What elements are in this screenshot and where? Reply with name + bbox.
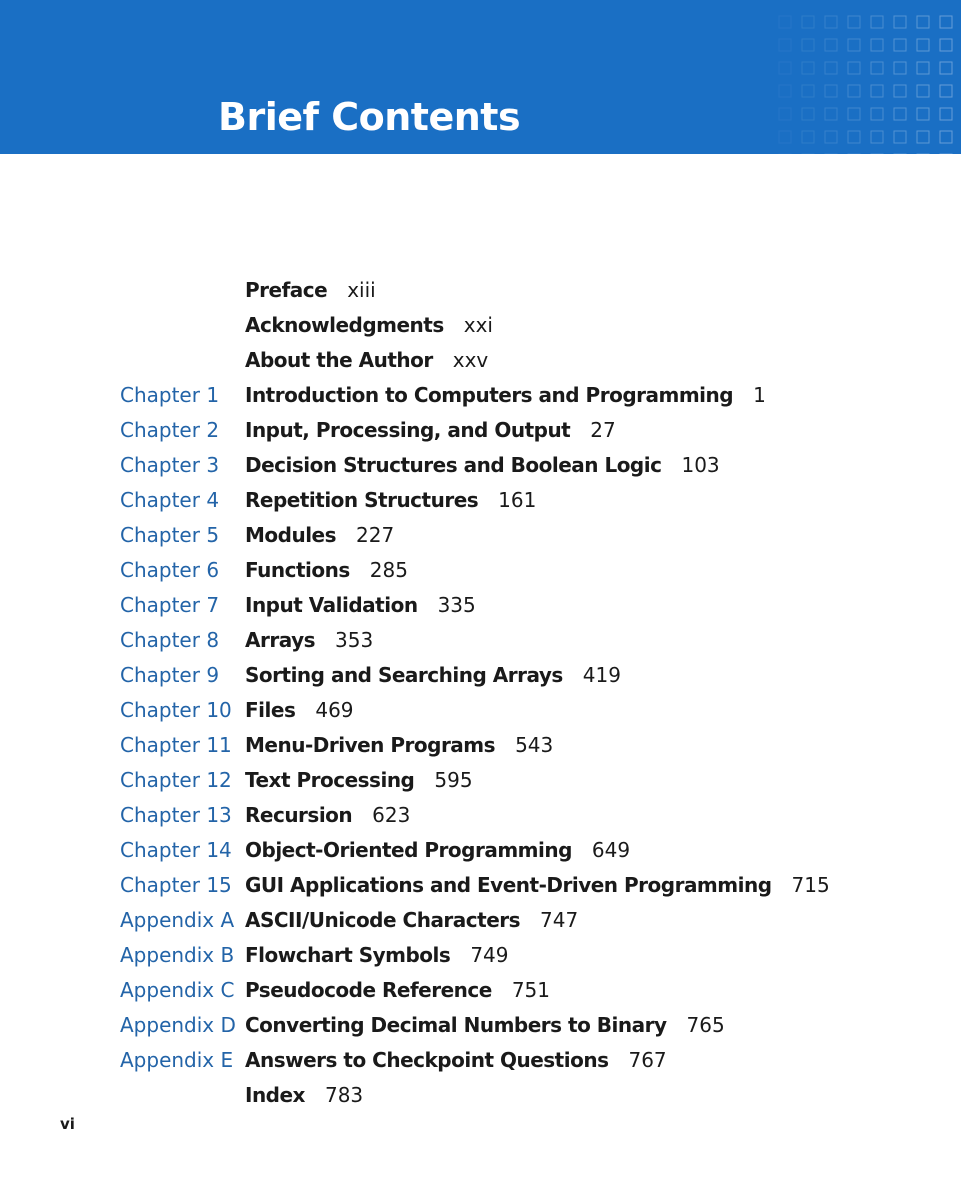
toc-page-number: xiii — [347, 278, 376, 302]
grid-square — [871, 39, 883, 51]
toc-entry[interactable] — [245, 278, 376, 302]
grid-square — [802, 16, 814, 28]
grid-square — [779, 39, 791, 51]
toc-title[interactable]: Repetition Structures — [245, 488, 479, 512]
toc-title[interactable]: Answers to Checkpoint Questions — [245, 1048, 609, 1072]
toc-label: Chapter 3 — [120, 453, 220, 477]
toc-row — [0, 690, 961, 725]
grid-square — [940, 108, 952, 120]
grid-square — [940, 39, 952, 51]
toc-entry[interactable] — [245, 418, 616, 442]
toc-entry[interactable] — [245, 838, 630, 862]
toc-label: Chapter 8 — [120, 628, 220, 652]
toc-page-number: 285 — [369, 558, 408, 582]
grid-square — [848, 85, 860, 97]
grid-square — [917, 62, 929, 74]
grid-square — [917, 39, 929, 51]
table-of-contents — [0, 270, 961, 1110]
toc-entry[interactable] — [245, 873, 830, 897]
toc-row — [0, 760, 961, 795]
toc-page-number: 103 — [681, 453, 720, 477]
toc-entry[interactable] — [245, 768, 473, 792]
toc-page-number: 767 — [628, 1048, 667, 1072]
toc-row — [0, 655, 961, 690]
toc-row — [0, 620, 961, 655]
grid-square — [825, 16, 837, 28]
page-folio: vi — [60, 1115, 75, 1133]
toc-row — [0, 550, 961, 585]
grid-square — [825, 62, 837, 74]
toc-page-number: 715 — [791, 873, 830, 897]
grid-square — [871, 108, 883, 120]
toc-row — [0, 830, 961, 865]
grid-square — [940, 16, 952, 28]
toc-page-number: 747 — [540, 908, 579, 932]
toc-title[interactable]: Input, Processing, and Output — [245, 418, 571, 442]
toc-page-number: 649 — [591, 838, 631, 862]
grid-square — [779, 131, 791, 143]
grid-square — [894, 39, 906, 51]
grid-square — [894, 108, 906, 120]
toc-page-number: 595 — [434, 768, 473, 792]
toc-entry[interactable] — [245, 523, 394, 547]
toc-label: Chapter 12 — [120, 768, 232, 792]
grid-square — [802, 85, 814, 97]
toc-entry[interactable] — [245, 698, 354, 722]
toc-label: Chapter 5 — [120, 523, 220, 547]
toc-title[interactable]: Text Processing — [245, 768, 415, 792]
toc-entry[interactable] — [245, 1083, 363, 1107]
toc-title[interactable]: Flowchart Symbols — [245, 943, 451, 967]
toc-page-number: 1 — [753, 383, 766, 407]
grid-square — [802, 39, 814, 51]
toc-entry[interactable] — [245, 348, 488, 372]
toc-entry[interactable] — [245, 978, 550, 1002]
toc-title[interactable]: Index — [245, 1083, 305, 1107]
toc-title[interactable]: About the Author — [245, 348, 433, 372]
toc-row — [0, 515, 961, 550]
grid-square — [802, 131, 814, 143]
grid-square — [917, 85, 929, 97]
toc-label: Appendix E — [120, 1048, 234, 1072]
toc-entry[interactable] — [245, 1013, 725, 1037]
grid-square — [940, 131, 952, 143]
page-title: Brief Contents — [218, 95, 521, 139]
toc-title[interactable]: Functions — [245, 558, 350, 582]
grid-square — [871, 62, 883, 74]
toc-entry[interactable] — [245, 593, 476, 617]
toc-row — [0, 585, 961, 620]
toc-title[interactable]: Preface — [245, 278, 328, 302]
toc-row — [0, 725, 961, 760]
toc-row — [0, 270, 961, 305]
toc-label: Chapter 7 — [120, 593, 220, 617]
grid-square — [871, 85, 883, 97]
toc-page-number: xxv — [452, 348, 489, 372]
toc-entry[interactable] — [245, 453, 720, 477]
toc-entry[interactable] — [245, 733, 553, 757]
toc-label: Chapter 6 — [120, 558, 220, 582]
toc-title[interactable]: Object-Oriented Programming — [245, 838, 572, 862]
toc-label: Chapter 2 — [120, 418, 220, 442]
grid-square — [848, 16, 860, 28]
toc-title[interactable]: Sorting and Searching Arrays — [245, 663, 563, 687]
grid-square — [940, 85, 952, 97]
grid-square — [940, 62, 952, 74]
grid-square — [894, 62, 906, 74]
toc-row — [0, 1075, 961, 1110]
toc-page-number: 469 — [315, 698, 354, 722]
toc-title[interactable]: Acknowledgments — [245, 313, 444, 337]
toc-row — [0, 865, 961, 900]
grid-square — [779, 62, 791, 74]
grid-square — [894, 85, 906, 97]
toc-entry[interactable] — [245, 313, 493, 337]
toc-page-number: 543 — [515, 733, 554, 757]
toc-label: Appendix B — [120, 943, 235, 967]
toc-page-number: 27 — [590, 418, 616, 442]
toc-label: Chapter 11 — [120, 733, 232, 757]
toc-page-number: xxi — [463, 313, 493, 337]
grid-square — [871, 16, 883, 28]
toc-entry[interactable] — [245, 803, 410, 827]
toc-row — [0, 480, 961, 515]
toc-entry[interactable] — [245, 383, 766, 407]
toc-title[interactable]: Arrays — [245, 628, 316, 652]
grid-square — [917, 16, 929, 28]
grid-square — [825, 85, 837, 97]
toc-page-number: 419 — [582, 663, 621, 687]
grid-square — [802, 108, 814, 120]
toc-page-number: 227 — [356, 523, 395, 547]
toc-page-number: 353 — [335, 628, 374, 652]
toc-title[interactable]: Decision Structures and Boolean Logic — [245, 453, 662, 477]
toc-row — [0, 900, 961, 935]
grid-square — [848, 39, 860, 51]
toc-row — [0, 795, 961, 830]
grid-square — [825, 108, 837, 120]
toc-row — [0, 970, 961, 1005]
toc-entry[interactable] — [245, 488, 536, 512]
toc-title[interactable]: ASCII/Unicode Characters — [245, 908, 521, 932]
toc-entry[interactable] — [245, 628, 373, 652]
decorative-grid-pattern — [771, 0, 961, 154]
toc-label: Chapter 14 — [120, 838, 232, 862]
grid-square — [779, 16, 791, 28]
toc-title[interactable]: Menu-Driven Programs — [245, 733, 496, 757]
toc-row — [0, 1005, 961, 1040]
toc-page-number: 161 — [498, 488, 537, 512]
toc-title[interactable]: Introduction to Computers and Programming — [245, 383, 734, 407]
toc-entry[interactable] — [245, 943, 509, 967]
toc-row — [0, 1040, 961, 1075]
grid-square — [848, 131, 860, 143]
toc-entry[interactable] — [245, 663, 621, 687]
toc-entry[interactable] — [245, 558, 408, 582]
grid-square — [871, 131, 883, 143]
toc-page-number: 335 — [437, 593, 476, 617]
grid-square — [894, 16, 906, 28]
toc-page-number: 751 — [511, 978, 551, 1002]
toc-label: Chapter 15 — [120, 873, 232, 897]
grid-square — [779, 85, 791, 97]
toc-entry[interactable] — [245, 908, 578, 932]
toc-label: Appendix D — [120, 1013, 236, 1037]
grid-square — [917, 131, 929, 143]
toc-title[interactable]: Pseudocode Reference — [245, 978, 492, 1002]
toc-page-number: 749 — [470, 943, 509, 967]
toc-row — [0, 340, 961, 375]
header-banner — [0, 0, 961, 154]
toc-page-number: 765 — [686, 1013, 725, 1037]
toc-title[interactable]: GUI Applications and Event-Driven Programming — [245, 873, 772, 897]
toc-row — [0, 410, 961, 445]
toc-label: Chapter 13 — [120, 803, 232, 827]
toc-label: Chapter 1 — [120, 383, 220, 407]
toc-row — [0, 445, 961, 480]
grid-square — [779, 108, 791, 120]
toc-row — [0, 375, 961, 410]
toc-page-number: 623 — [372, 803, 411, 827]
grid-square — [894, 131, 906, 143]
toc-row — [0, 935, 961, 970]
toc-label: Chapter 4 — [120, 488, 220, 512]
toc-title[interactable]: Input Validation — [245, 593, 418, 617]
grid-square — [802, 62, 814, 74]
grid-square — [825, 131, 837, 143]
toc-title[interactable]: Files — [245, 698, 296, 722]
toc-page-number: 783 — [324, 1083, 364, 1107]
toc-label: Chapter 9 — [120, 663, 220, 687]
grid-square — [848, 108, 860, 120]
toc-label: Appendix A — [120, 908, 235, 932]
grid-square — [825, 39, 837, 51]
toc-row — [0, 305, 961, 340]
toc-label: Appendix C — [120, 978, 235, 1002]
toc-label: Chapter 10 — [120, 698, 232, 722]
toc-entry[interactable] — [245, 1048, 667, 1072]
toc-title[interactable]: Recursion — [245, 803, 353, 827]
grid-square — [848, 62, 860, 74]
toc-title[interactable]: Converting Decimal Numbers to Binary — [245, 1013, 667, 1037]
grid-square — [917, 108, 929, 120]
toc-title[interactable]: Modules — [245, 523, 337, 547]
